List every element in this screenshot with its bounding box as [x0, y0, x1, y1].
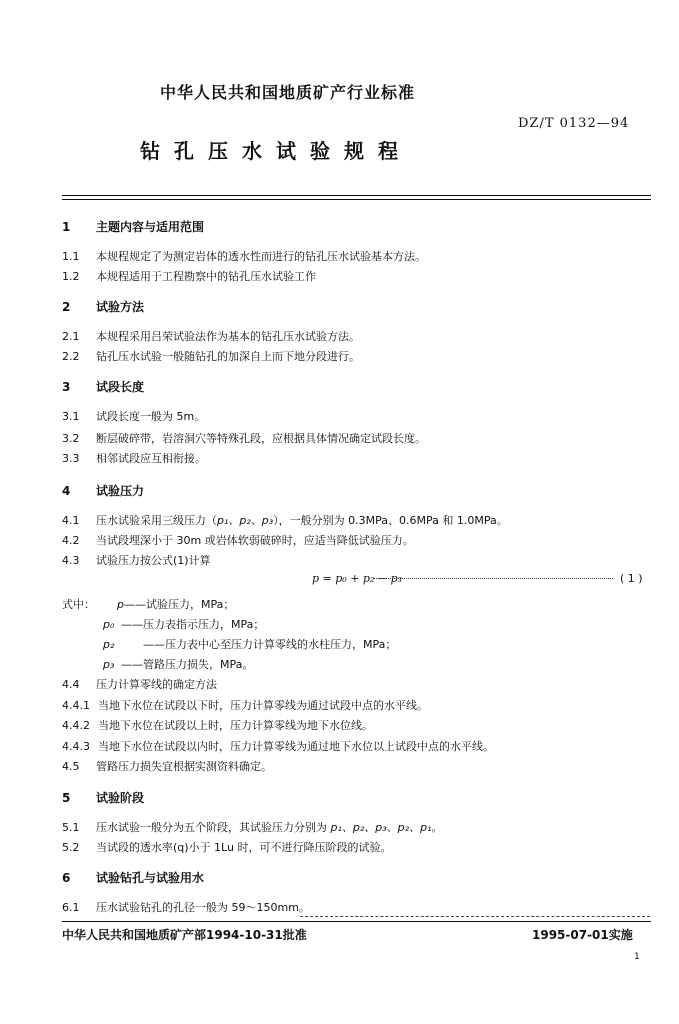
- header-rule-top: [62, 195, 651, 196]
- where-item: p₃ ——管路压力损失，MPa。: [103, 658, 254, 671]
- header-rule-bottom: [62, 199, 651, 200]
- continuation-rule: [300, 916, 650, 917]
- section-heading: 4 试验压力: [62, 484, 145, 498]
- formula-leader-dots: [373, 578, 613, 579]
- formula-expression: p = p₀ + p₂ − p₃: [312, 572, 403, 585]
- where-item: p₀ ——压力表指示压力，MPa；: [103, 618, 265, 631]
- approval-note: 中华人民共和国地质矿产部1994-10-31批准: [62, 928, 307, 942]
- clause: 1.2 本规程适用于工程勘察中的钻孔压水试验工作: [62, 270, 316, 283]
- clause: 4.1 压水试验采用三级压力（p₁、p₂、p₃），一般分别为 0.3MPa、0.6MPa 和 1.0MPa。: [62, 514, 508, 527]
- clause: 5.2 当试段的透水率(q)小于 1Lu 时，可不进行降压阶段的试验。: [62, 841, 392, 854]
- page-number: 1: [634, 952, 640, 962]
- section-heading: 3 试段长度: [62, 380, 145, 394]
- section-heading: 5 试验阶段: [62, 791, 145, 805]
- clause: 3.1 试段长度一般为 5m。: [62, 410, 206, 423]
- section-heading: 2 试验方法: [62, 300, 145, 314]
- clause: 2.2 钻孔压水试验一般随钻孔的加深自上而下地分段进行。: [62, 350, 360, 363]
- clause: 1.1 本规程规定了为测定岩体的透水性而进行的钻孔压水试验基本方法。: [62, 250, 426, 263]
- clause: 4.2 当试段埋深小于 30m 或岩体软弱破碎时，应适当降低试验压力。: [62, 534, 414, 547]
- where-item: 式中： p——试验压力，MPa；: [62, 598, 235, 611]
- clause: 4.4 压力计算零线的确定方法: [62, 678, 217, 691]
- clause: 4.3 试验压力按公式(1)计算: [62, 554, 211, 567]
- clause: 5.1 压水试验一般分为五个阶段，其试验压力分别为 p₁、p₂、p₃、p₂、p₁。: [62, 821, 443, 834]
- clause: 4.4.1 当地下水位在试段以下时，压力计算零线为通过试段中点的水平线。: [62, 699, 428, 712]
- clause: 4.5 管路压力损失宜根据实测资料确定。: [62, 760, 272, 773]
- section-heading: 6 试验钻孔与试验用水: [62, 871, 205, 885]
- clause: 3.3 相邻试段应互相衔接。: [62, 452, 206, 465]
- clause: 2.1 本规程采用吕荣试验法作为基本的钻孔压水试验方法。: [62, 330, 360, 343]
- standard-code: DZ/T 0132—94: [518, 116, 630, 131]
- clause: 3.2 断层破碎带，岩溶洞穴等特殊孔段，应根据具体情况确定试段长度。: [62, 432, 426, 445]
- clause: 6.1 压水试验钻孔的孔径一般为 59～150mm。: [62, 901, 310, 914]
- effective-date: 1995-07-01实施: [532, 928, 633, 942]
- footer-rule: [62, 921, 651, 922]
- clause: 4.4.2 当地下水位在试段以上时，压力计算零线为地下水位线。: [62, 719, 373, 732]
- org-title: 中华人民共和国地质矿产行业标准: [160, 83, 416, 102]
- document-title: 钻孔压水试验规程: [140, 139, 412, 163]
- section-heading: 1 主题内容与适用范围: [62, 220, 205, 234]
- formula-label: ( 1 ): [620, 572, 643, 585]
- where-item: p₂ ——压力表中心至压力计算零线的水柱压力，MPa；: [103, 638, 397, 651]
- clause: 4.4.3 当地下水位在试段以内时，压力计算零线为通过地下水位以上试段中点的水平线。: [62, 740, 494, 753]
